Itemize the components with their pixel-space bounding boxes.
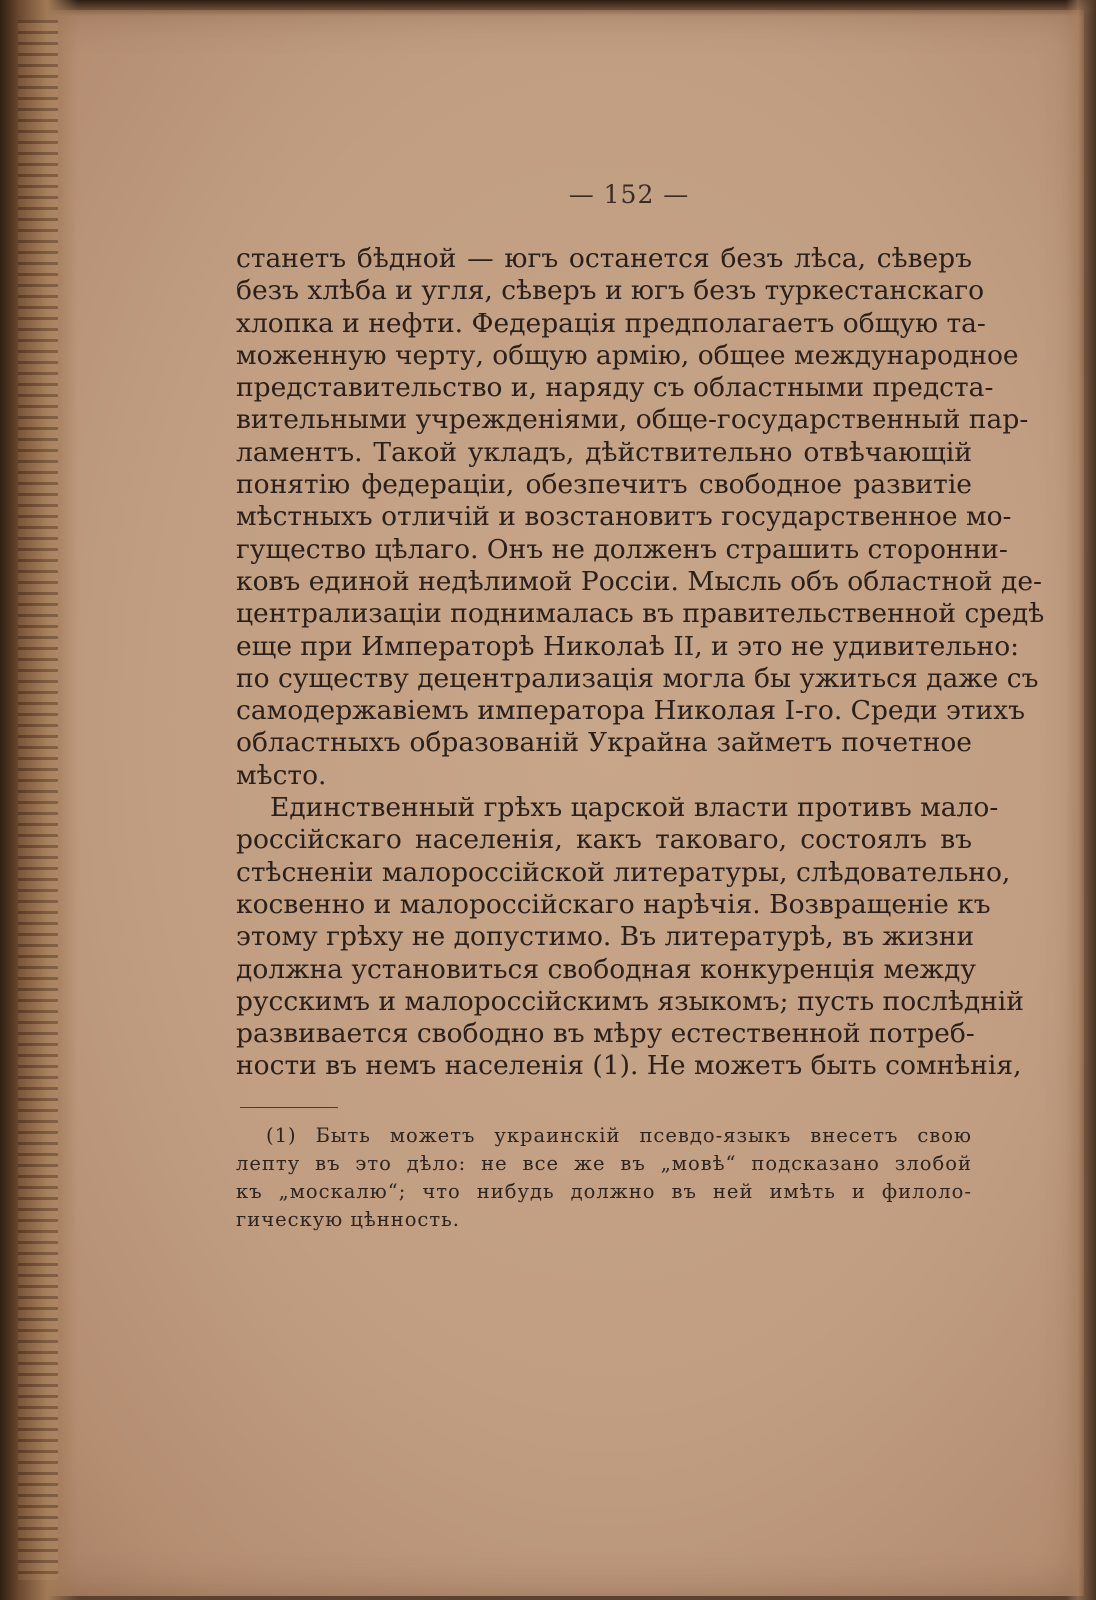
body-line: развивается свободно въ мѣру естественной потреб- xyxy=(236,1018,975,1050)
body-line: областныхъ образованій Украйна займетъ почетное xyxy=(236,727,972,759)
body-line: мѣсто. xyxy=(236,759,327,791)
footnote-line: къ „москалю“; что нибудь должно въ ней имѣть и филоло- xyxy=(236,1179,972,1203)
body-line: станетъ бѣдной — югъ останется безъ лѣса, сѣверъ xyxy=(236,243,972,274)
body-line: гущество цѣлаго. Онъ не долженъ страшить сторонни- xyxy=(236,533,1008,565)
body-line: косвенно и малороссійскаго нарѣчія. Возвращеніе къ xyxy=(236,888,991,920)
body-line: стѣсненіи малороссійской литературы, слѣдовательно, xyxy=(236,856,1011,888)
body-line: Единственный грѣхъ царской власти противъ мало- xyxy=(270,792,999,824)
body-line: россійскаго населенія, какъ таковаго, состоялъ въ xyxy=(236,824,972,856)
body-line: понятію федераціи, обезпечитъ свободное развитіе xyxy=(236,469,972,501)
body-line: самодержавіемъ императора Николая I-го. Среди этихъ xyxy=(236,695,1025,727)
body-line: ламентъ. Такой укладъ, дѣйствительно отвѣчающій xyxy=(236,436,972,468)
page-number: — 152 — xyxy=(568,180,690,209)
body-line: этому грѣху не допустимо. Въ литературѣ, въ жизни xyxy=(236,921,975,953)
body-line: моженную черту, общую армію, общее международное xyxy=(236,339,1019,371)
body-line: русскимъ и малороссійскимъ языкомъ; пусть послѣдній xyxy=(236,985,1024,1017)
body-line: мѣстныхъ отличій и возстановитъ государственное мо- xyxy=(236,501,1012,533)
body-line: еще при Императорѣ Николаѣ II, и это не удивительно: xyxy=(236,630,1020,662)
frayed-edge-texture xyxy=(18,20,58,1580)
top-edge xyxy=(0,0,1096,16)
text-block xyxy=(236,170,1045,1234)
body-line: по существу децентрализація могла бы ужиться даже съ xyxy=(236,662,1039,694)
footnote-line: (1) Быть можетъ украинскій псевдо-языкъ внесетъ свою xyxy=(266,1123,972,1147)
body-line: ковъ единой недѣлимой Россіи. Мысль объ областной де- xyxy=(236,565,1042,597)
binding-edge xyxy=(0,0,78,1600)
body-line: централизаціи поднималась въ правительственной средѣ xyxy=(236,598,1045,630)
right-edge xyxy=(1066,0,1096,1600)
body-line: ности въ немъ населенія (1). Не можетъ быть сомнѣнія, xyxy=(236,1050,1022,1082)
footnote-separator xyxy=(240,1107,338,1108)
body-line: хлопка и нефти. Федерація предполагаетъ общую та- xyxy=(236,307,986,339)
footnote-line: гическую цѣнность. xyxy=(236,1207,460,1231)
body-text xyxy=(236,243,1045,1083)
body-line: безъ хлѣба и угля, сѣверъ и югъ безъ туркестанскаго xyxy=(236,275,985,307)
body-line: вительными учрежденіями, обще-государственный пар- xyxy=(236,404,1029,436)
body-line: должна установиться свободная конкуренція между xyxy=(236,953,976,985)
footnote xyxy=(236,1122,976,1234)
footnote-line: лепту въ это дѣло: не все же въ „мовѣ“ подсказано злобой xyxy=(236,1151,972,1175)
body-line: представительство и, наряду съ областными предста- xyxy=(236,372,994,404)
